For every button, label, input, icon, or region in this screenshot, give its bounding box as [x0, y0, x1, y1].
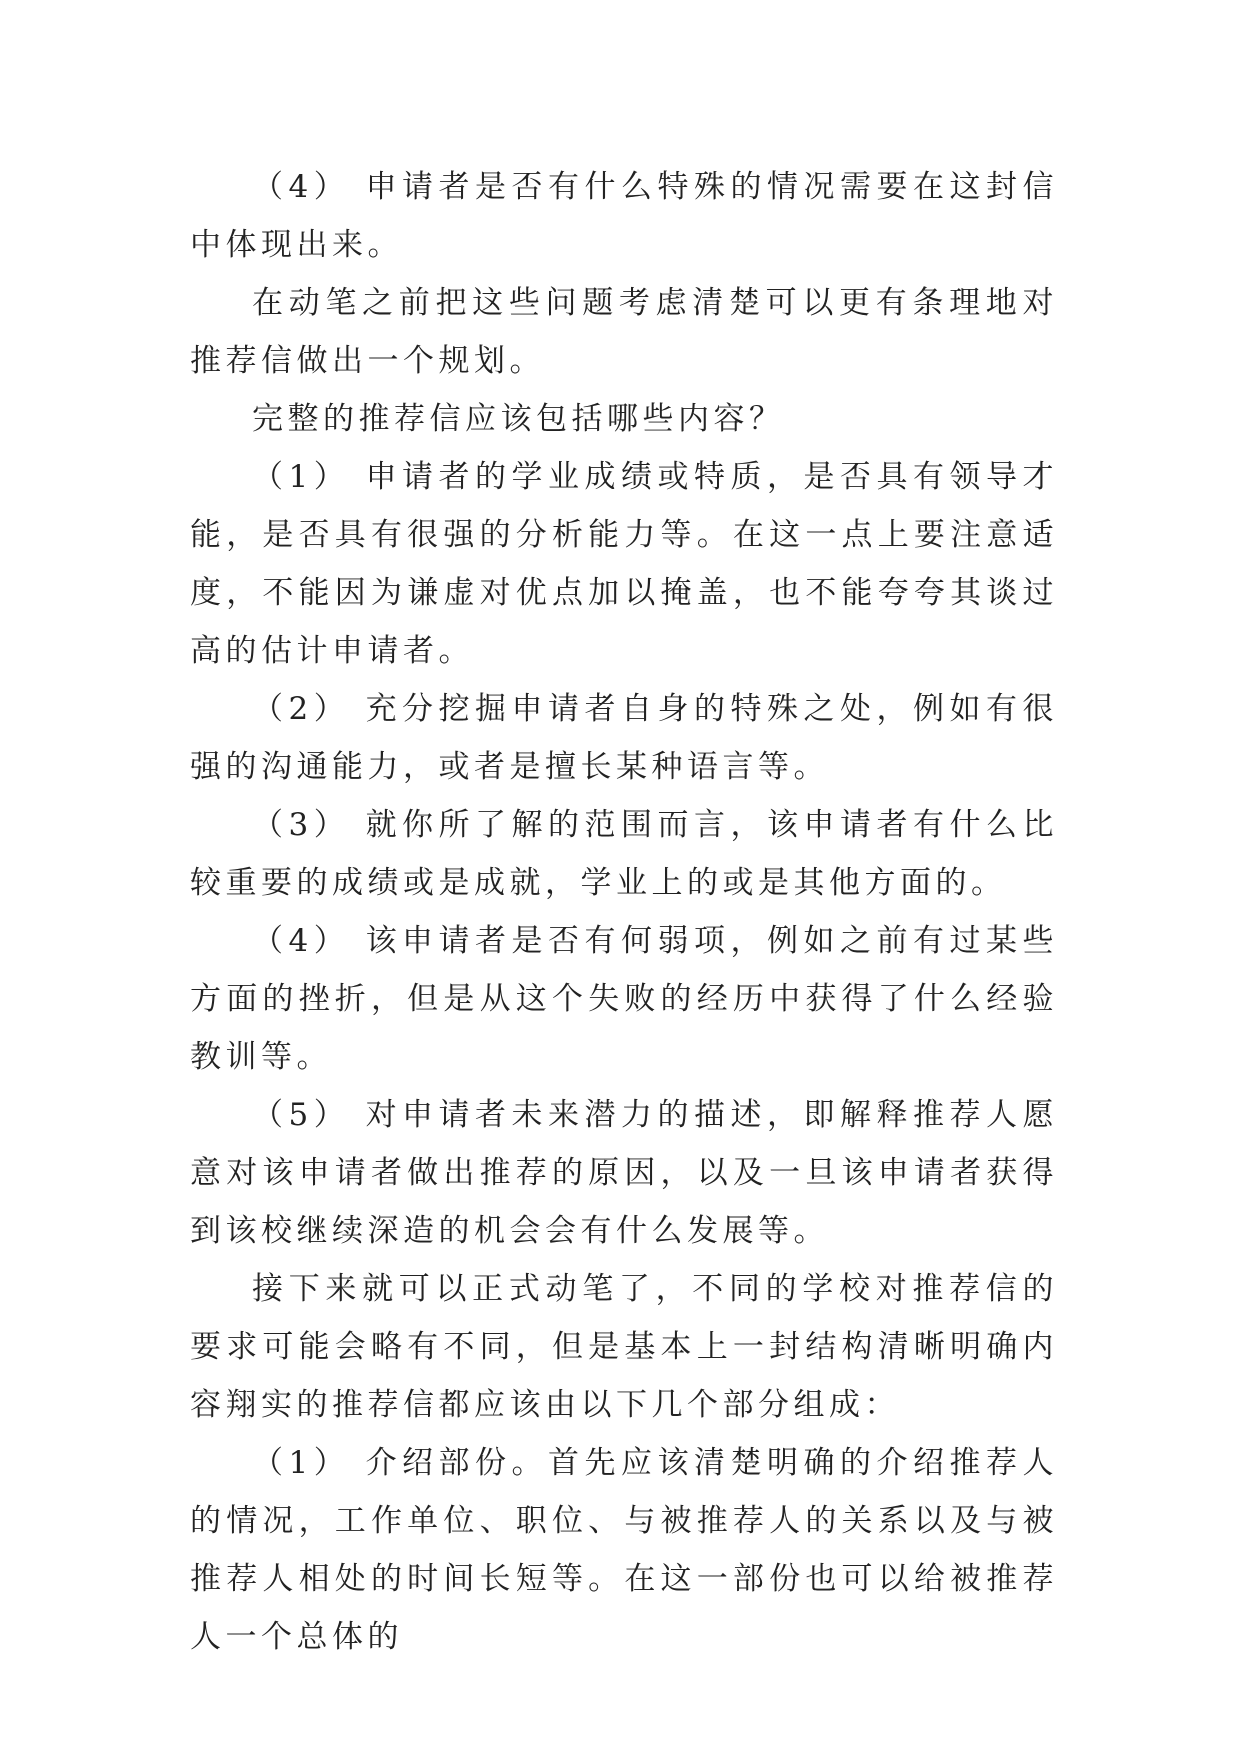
paragraph: 接下来就可以正式动笔了，不同的学校对推荐信的要求可能会略有不同，但是基本上一封结构清晰明确内容翔实的推荐信都应该由以下几个部分组成： — [190, 1271, 1058, 1423]
paragraph: （1） 介绍部份。首先应该清楚明确的介绍推荐人的情况，工作单位、职位、与被推荐人的关系以及与被推荐人相处的时间长短等。在这一部份也可以给被推荐人一个总体的 — [190, 1445, 1058, 1655]
paragraph: （5） 对申请者未来潜力的描述，即解释推荐人愿意对该申请者做出推荐的原因，以及一旦该申请者获得到该校继续深造的机会会有什么发展等。 — [190, 1097, 1058, 1249]
paragraph: （3） 就你所了解的范围而言，该申请者有什么比较重要的成绩或是成就，学业上的或是其他方面的。 — [190, 807, 1058, 901]
paragraph: 完整的推荐信应该包括哪些内容？ — [252, 401, 785, 437]
paragraph: （4） 申请者是否有什么特殊的情况需要在这封信中体现出来。 — [190, 169, 1058, 263]
document-body — [190, 158, 1058, 1666]
paragraph: （2） 充分挖掘申请者自身的特殊之处，例如有很强的沟通能力，或者是擅长某种语言等。 — [190, 691, 1058, 785]
paragraph: 在动笔之前把这些问题考虑清楚可以更有条理地对推荐信做出一个规划。 — [190, 285, 1058, 379]
paragraph: （1） 申请者的学业成绩或特质，是否具有领导才能，是否具有很强的分析能力等。在这一点上要注意适度，不能因为谦虚对优点加以掩盖，也不能夸夸其谈过高的估计申请者。 — [190, 459, 1058, 669]
paragraph: （4） 该申请者是否有何弱项，例如之前有过某些方面的挫折，但是从这个失败的经历中获得了什么经验教训等。 — [190, 923, 1058, 1075]
